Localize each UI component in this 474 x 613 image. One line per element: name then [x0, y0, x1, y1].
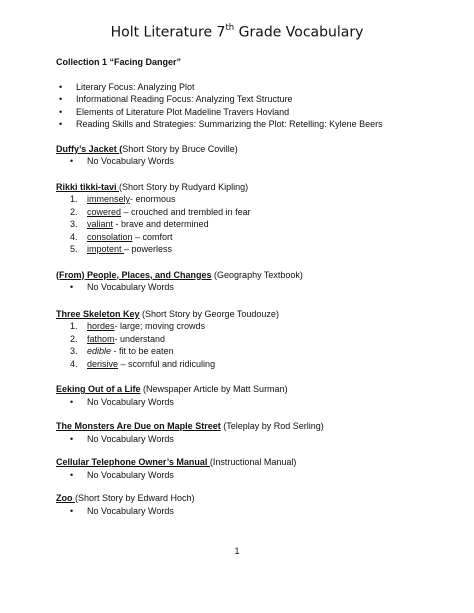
section-three-skeleton-key [56, 308, 446, 371]
section-title [56, 143, 446, 156]
section-detail: (Short Story by George Toudouze) [139, 308, 279, 319]
section-rikki-tikki-tavi [56, 181, 446, 256]
item-number: 3. [70, 346, 78, 356]
item-number: 4. [70, 358, 78, 369]
focus-item: • Literary Focus: Analyzing Plot [59, 81, 446, 94]
vocab-definition: – powerless [124, 244, 173, 254]
section-title [56, 308, 446, 321]
vocab-list [56, 320, 446, 370]
vocab-definition: - enormous [130, 194, 176, 204]
vocab-item [70, 345, 446, 358]
vocab-item [70, 206, 446, 219]
vocab-item [70, 231, 446, 244]
section-title-text: Rikki tikki-tavi [56, 181, 120, 192]
collection-heading: Collection 1 “Facing Danger” [56, 57, 182, 67]
section-title [56, 492, 446, 505]
vocab-item [70, 218, 446, 231]
vocab-item [70, 193, 446, 206]
item-number: 1. [70, 194, 78, 204]
section-eeking-out-of-a-life [56, 383, 446, 408]
section-title-text: Cellular Telephone Owner’s Manual [56, 457, 210, 467]
section-title-text: Duffy’s Jacket [56, 143, 120, 154]
section-duffys-jacket [56, 143, 446, 168]
section-title [56, 181, 446, 194]
vocab-definition: - large; moving crowds [114, 321, 206, 331]
title-superscript: th [225, 23, 235, 33]
vocab-definition: - brave and determined [113, 219, 209, 229]
section-bullets [70, 396, 446, 409]
section-title-text: The Monsters Are Due on Maple Street [56, 421, 221, 431]
no-vocab-item: • No Vocabulary Words [70, 155, 446, 168]
vocab-word: immensely [87, 194, 131, 204]
focus-item: • Reading Skills and Strategies: Summarizing the Plot: Retelling: Kylene Beers [59, 118, 446, 131]
item-number: 4. [70, 231, 78, 242]
section-detail: (Geography Textbook) [211, 269, 303, 280]
item-number: 5. [70, 244, 78, 254]
section-monsters-maple-street [56, 420, 446, 445]
section-cellular-manual [56, 456, 446, 481]
section-title-paren: ( [119, 143, 123, 154]
section-detail: Short Story by Bruce Coville) [122, 143, 238, 154]
section-bullets [70, 505, 446, 518]
vocab-definition: - fit to be eaten [111, 346, 174, 356]
vocab-item [70, 243, 446, 256]
item-number: 1. [70, 321, 78, 331]
title-rest: Grade Vocabulary [234, 24, 364, 41]
vocab-definition: – comfort [132, 231, 173, 242]
section-people-places-changes [56, 269, 446, 294]
no-vocab-item: • No Vocabulary Words [70, 433, 446, 446]
vocab-item [70, 333, 446, 346]
vocab-word: consolation [87, 231, 133, 242]
section-title [56, 383, 446, 396]
vocab-definition: - understand [114, 333, 166, 344]
section-title-text: (From) People, Places, and Changes [56, 269, 212, 280]
document-body [56, 56, 446, 517]
section-title-text: Zoo [56, 493, 75, 503]
no-vocab-item: • No Vocabulary Words [70, 469, 446, 482]
section-detail: (Instructional Manual) [209, 457, 297, 467]
vocab-word: cowered [87, 206, 122, 217]
section-title-text: Eeking Out of a Life [56, 384, 141, 394]
section-detail: (Short Story by Edward Hoch) [75, 493, 195, 503]
vocab-item [70, 320, 446, 333]
section-detail: (Short Story by Rudyard Kipling) [119, 181, 249, 192]
no-vocab-item: • No Vocabulary Words [70, 505, 446, 518]
section-detail: (Newspaper Article by Matt Surman) [140, 384, 288, 394]
section-title-text: Three Skeleton Key [56, 308, 140, 319]
vocab-word: edible [87, 346, 112, 356]
vocab-word: derisive [87, 358, 119, 369]
section-title [56, 456, 446, 469]
section-title [56, 269, 446, 282]
section-bullets [70, 433, 446, 446]
section-detail: (Teleplay by Rod Serling) [220, 421, 324, 431]
item-number: 2. [70, 206, 78, 217]
section-zoo [56, 492, 446, 517]
vocab-list [56, 193, 446, 256]
page-title [0, 24, 474, 41]
page-number: 1 [234, 546, 240, 556]
vocab-item [70, 358, 446, 371]
no-vocab-item: • No Vocabulary Words [70, 396, 446, 409]
section-bullets [70, 155, 446, 168]
vocab-word: impotent [87, 244, 125, 254]
vocab-word: fathom [87, 333, 115, 344]
focus-item: • Elements of Literature Plot Madeline Travers Hovland [59, 106, 446, 119]
no-vocab-item: • No Vocabulary Words [70, 281, 446, 294]
section-bullets [70, 281, 446, 294]
vocab-word: valiant [87, 219, 114, 229]
focus-item: • Informational Reading Focus: Analyzing Text Structure [59, 93, 446, 106]
focus-list [56, 81, 446, 131]
vocab-definition: – scornful and ridiculing [118, 358, 216, 369]
vocab-definition: – crouched and trembled in fear [121, 206, 251, 217]
title-main: Holt Literature 7 [110, 24, 226, 41]
item-number: 2. [70, 333, 78, 344]
vocab-word: hordes [87, 321, 115, 331]
section-title [56, 420, 446, 433]
item-number: 3. [70, 219, 78, 229]
section-bullets [70, 469, 446, 482]
